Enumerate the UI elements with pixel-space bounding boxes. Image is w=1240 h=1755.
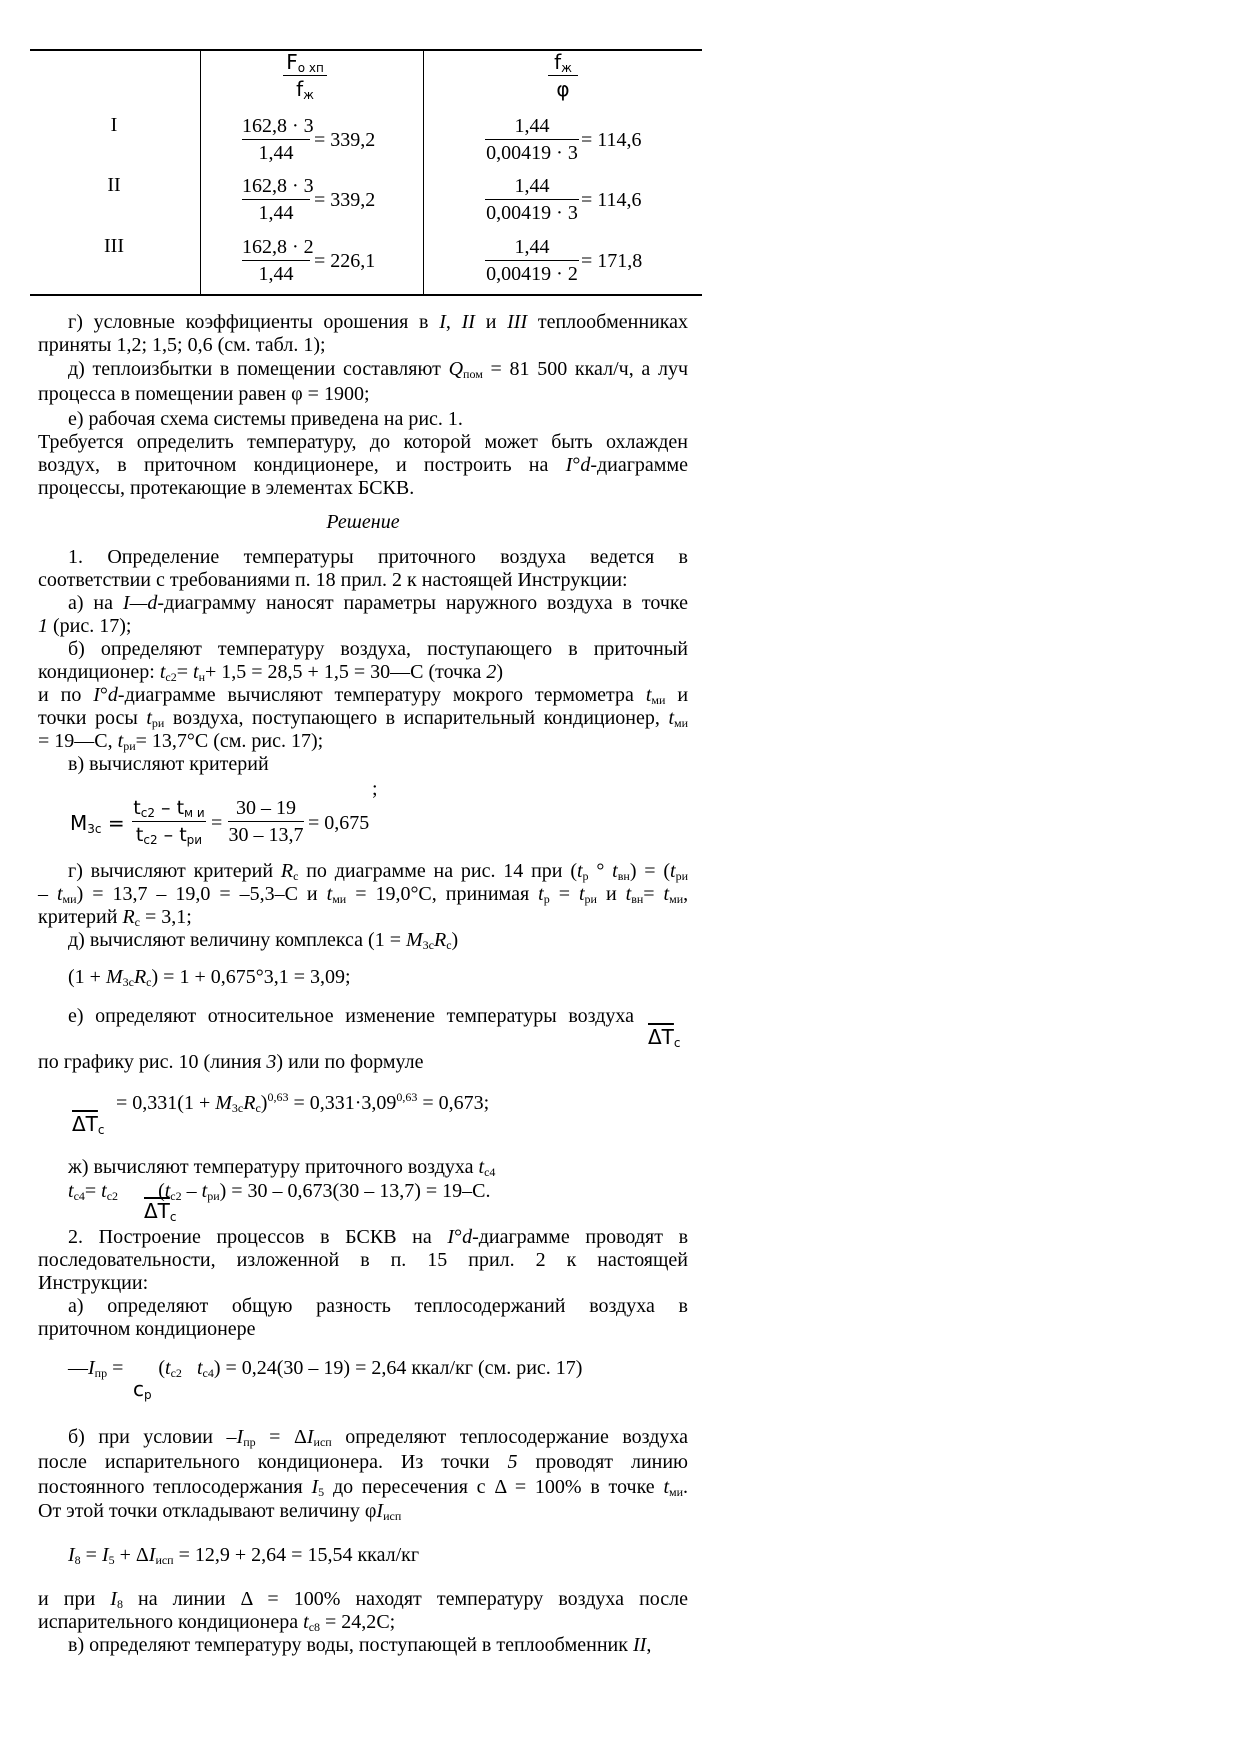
- delta-t-symbol: $\overline{\Delta T}_c$: [144, 1199, 177, 1224]
- paragraph-d-line1: д) теплоизбытки в помещении составляют $Q_{пом} = 81$ 500 ккал/ч, а луч: [68, 358, 689, 381]
- formula-delta-t: = $0,331(1 + M_{3с}R_с)^{0,63} = 0,331\cdot 3,09^{0,63} = 0,673$;: [116, 1090, 490, 1115]
- table-bottom-rule: [30, 294, 702, 296]
- step1b-line2: кондиционер: $t_{с2}= t_н+ 1,5 = 28,5 + 1,5$ = 30—С (точка 2): [38, 661, 504, 684]
- step1a-line1: а) на I—d-диаграмму наносят параметры наружного воздуха в точке: [68, 592, 688, 614]
- paragraph-e: е) рабочая схема системы приведена на рис. 1.: [68, 408, 463, 430]
- formula-tc4: $t_{с4}= t_{с2}$ $(t_{с2} - t_{ри}) = 30 - 0,673(30 - 13,7) = 19-С$.: [68, 1180, 491, 1203]
- step1d-line1: д) вычисляют величину комплекса $(1 = M_{3с}R_с)$: [68, 929, 459, 952]
- row-col2-fraction: 162,8 · 3 1,44: [242, 175, 314, 224]
- step1-line2: соответствии с требованиями п. 18 прил. 2 к настоящей Инструкции:: [38, 569, 628, 591]
- step2b-line5: и при $I_8$ на линии Δ = 100% находят температуру воздуха после: [38, 1588, 689, 1611]
- delta-t-symbol: $\overline{\Delta T}_c$: [72, 1112, 105, 1137]
- row-col2-result: = 226,1: [314, 250, 376, 272]
- requirement-line2: воздух, в приточном кондиционере, и построить на I°d-диаграмме: [38, 454, 688, 476]
- solution-heading: Решение: [326, 511, 400, 533]
- step1a-line2: 1 (рис. 17);: [38, 615, 132, 637]
- formula-m3c-fraction2: 30 – 19 30 – 13,7: [228, 797, 304, 846]
- step1g-line3: критерий $R_с = 3,1$;: [38, 906, 192, 929]
- step2b-line6: испарительного кондиционера $t_{с8} = 24,2С$;: [38, 1611, 396, 1634]
- paragraph-d-line2: процесса в помещении равен φ = 1900;: [38, 383, 370, 405]
- row-label: III: [104, 235, 124, 257]
- step2v-line1: в) определяют температуру воды, поступающей в теплообменник II,: [68, 1634, 652, 1656]
- semicolon: ;: [372, 778, 378, 800]
- paragraph-g-line2: приняты 1,2; 1,5; 0,6 (см. табл. 1);: [38, 334, 326, 356]
- table-top-rule: [30, 49, 702, 51]
- step1v-line1: в) вычисляют критерий: [68, 753, 269, 775]
- requirement-line1: Требуется определить температуру, до которой может быть охлажден: [38, 431, 688, 453]
- step2b-line2: после испарительного кондиционера. Из точки 5 проводят линию: [38, 1451, 688, 1473]
- row-col2-fraction: 162,8 · 3 1,44: [242, 115, 314, 164]
- header-col3-fraction: $f_ж$ φ: [548, 51, 578, 101]
- delta-t-symbol: $\overline{\Delta T}_c$: [648, 1025, 681, 1050]
- formula-ipr: $—I_{пр}$ = ($t_{с2}$ $t_{с4}) = 0,24(30 - 19) = 2,64$ ккал/кг (см. рис. 17): [68, 1357, 583, 1380]
- formula-m3c-result: = 0,675: [308, 812, 370, 834]
- table-divider-1: [200, 49, 201, 296]
- row-col2-result: = 339,2: [314, 129, 376, 151]
- header-col2-fraction: $F_{о хп}$ $f_ж$: [283, 51, 327, 101]
- step2a-line2: приточном кондиционере: [38, 1318, 256, 1340]
- row-label: I: [110, 114, 118, 136]
- step2-line3: Инструкции:: [38, 1272, 149, 1294]
- step1g-line2: – $t_{ми}) = 13,7 - 19,0 = -5,3-С$ и $t_{ми} = 19,0^\circ С$, принимая $t_р = t_{ри}$ и $t_{вн}= t_{ми}$,: [38, 883, 689, 906]
- results-table: [30, 49, 702, 296]
- formula-m3c-lhs: $M_{3с}$ =: [70, 811, 125, 836]
- row-col3-fraction: 1,44 0,00419 · 3: [486, 175, 578, 224]
- step1g-line1: г) вычисляют критерий $R_с$ по диаграмме на рис. 14 при ($t_р$ ° $t_{вн}) = (t_{ри}$: [68, 860, 689, 883]
- step1b-line3: и по I°d-диаграмме вычисляют температуру мокрого термометра $t_{ми}$ и: [38, 684, 689, 707]
- cp-symbol: $c_р$: [133, 1377, 152, 1402]
- step1b-line1: б) определяют температуру воздуха, поступающего в приточный: [68, 638, 688, 660]
- step2b-line3: постоянного теплосодержания $I_5$ до пересечения с Δ = 100% в точке $t_{ми}$.: [38, 1476, 689, 1499]
- row-col3-fraction: 1,44 0,00419 · 3: [486, 115, 578, 164]
- row-col3-result: = 114,6: [581, 189, 642, 211]
- row-col2-result: = 339,2: [314, 189, 376, 211]
- step2b-line4: От этой точки откладывают величину $\varphi I_{исп}$: [38, 1500, 402, 1523]
- step1b-line4: точки росы $t_{ри}$ воздуха, поступающего в испарительный кондиционер, $t_{ми}$: [38, 707, 689, 730]
- step1e-line2: по графику рис. 10 (линия 3) или по формуле: [38, 1051, 424, 1073]
- formula-m3c-eq2: =: [211, 812, 223, 834]
- row-col3-result: = 171,8: [581, 250, 643, 272]
- requirement-line3: процессы, протекающие в элементах БСКВ.: [38, 477, 415, 499]
- row-col3-result: = 114,6: [581, 129, 642, 151]
- formula-m3c-fraction1: $t_{с2} - t_{м и}$ $t_{с2} - t_{ри}$: [133, 797, 205, 847]
- row-label: II: [107, 174, 121, 196]
- step2a-line1: а) определяют общую разность теплосодержаний воздуха в: [68, 1295, 688, 1317]
- step1e-line1: е) определяют относительное изменение температуры воздуха: [68, 1005, 634, 1027]
- row-col3-fraction: 1,44 0,00419 · 2: [486, 236, 578, 285]
- step1b-line5: = 19—С, $t_{ри}= 13,7^\circ С$ (см. рис. 17);: [38, 730, 324, 753]
- step1zh-line1: ж) вычисляют температуру приточного воздуха $t_{с4}$: [68, 1156, 496, 1179]
- table-divider-2: [423, 49, 424, 296]
- formula-complex: $(1 + M_{3с}R_с) = 1 + 0,675^\circ 3,1 = 3,09$;: [68, 966, 351, 989]
- step2-line1: 2. Построение процессов в БСКВ на I°d-диаграмме проводят в: [68, 1226, 689, 1248]
- formula-i8: $I_8 = I_5 + \Delta I_{исп} = 12,9 + 2,64 = 15,54$ ккал/кг: [68, 1544, 420, 1567]
- step2-line2: последовательности, изложенной в п. 15 прил. 2 к настоящей: [38, 1249, 688, 1271]
- step1-line1: 1. Определение температуры приточного воздуха ведется в: [68, 546, 688, 568]
- step2b-line1: б) при условии $-I_{пр} = \Delta I_{исп}$ определяют теплосодержание воздуха: [68, 1426, 689, 1449]
- paragraph-g-line1: г) условные коэффициенты орошения в I, II и III теплообменниках: [68, 311, 689, 333]
- row-col2-fraction: 162,8 · 2 1,44: [242, 236, 314, 285]
